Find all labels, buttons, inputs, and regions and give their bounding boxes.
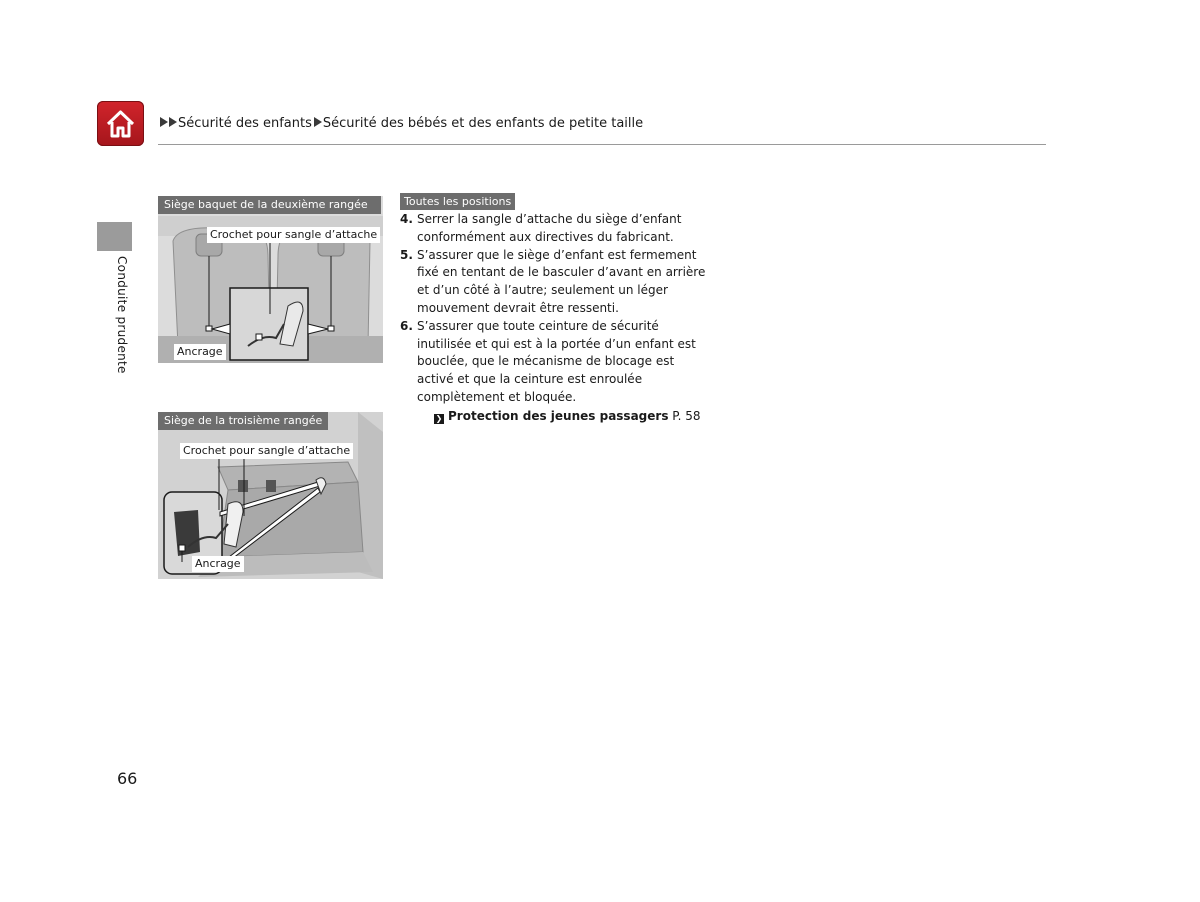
breadcrumb bbox=[160, 116, 643, 131]
figure-title: Siège de la troisième rangée bbox=[158, 412, 328, 430]
step-number: 4. bbox=[400, 212, 413, 226]
header-rule bbox=[158, 144, 1046, 145]
figure-second-row bbox=[158, 196, 383, 363]
third-row-seat-illustration bbox=[158, 412, 383, 579]
anchor-callout: Ancrage bbox=[192, 556, 244, 572]
step-text: S’assurer que toute ceinture de sécurité inutilisée et qui est à la portée d’un enfant est bouclée, que le mécanisme de blocage est activé et que la ceinture est enroulée complètement et bloquée. bbox=[417, 318, 696, 404]
breadcrumb-arrow-icon bbox=[160, 117, 168, 127]
breadcrumb-arrow-icon bbox=[314, 117, 322, 127]
section-tag: Toutes les positions bbox=[400, 193, 515, 210]
step-number: 5. bbox=[400, 247, 413, 262]
home-icon bbox=[104, 107, 137, 140]
reference-title: Protection des jeunes passagers bbox=[448, 408, 669, 423]
step-text: S’assurer que le siège d’enfant est fermement fixé en tentant de le basculer d’avant en arrière et d’un côté à l’autre; seulement un léger mouvement devrait être ressenti. bbox=[417, 247, 706, 315]
step-item bbox=[400, 211, 710, 247]
step-item bbox=[400, 318, 710, 407]
step-text: Serrer la sangle d’attache du siège d’enfant conformément aux directives du fabricant. bbox=[417, 212, 682, 244]
page-number: 66 bbox=[117, 769, 138, 788]
figure-third-row bbox=[158, 412, 383, 579]
steps-list bbox=[400, 211, 710, 426]
step-item bbox=[400, 247, 710, 318]
breadcrumb-item[interactable]: Sécurité des enfants bbox=[178, 116, 312, 131]
reference-page: P. 58 bbox=[672, 408, 701, 423]
reference-arrow-icon: ❯ bbox=[435, 413, 443, 423]
hook-callout: Crochet pour sangle d’attache bbox=[207, 227, 380, 243]
step-number: 6. bbox=[400, 318, 413, 333]
figure-title: Siège baquet de la deuxième rangée bbox=[158, 196, 381, 214]
cross-reference-link[interactable] bbox=[417, 408, 710, 426]
hook-callout: Crochet pour sangle d’attache bbox=[180, 443, 353, 459]
second-row-seat-illustration bbox=[158, 196, 383, 363]
side-tab-label: Conduite prudente bbox=[115, 256, 129, 374]
side-tab[interactable] bbox=[97, 222, 132, 251]
anchor-callout: Ancrage bbox=[174, 344, 226, 360]
home-button[interactable] bbox=[97, 101, 144, 146]
breadcrumb-item[interactable]: Sécurité des bébés et des enfants de petite taille bbox=[322, 116, 644, 131]
breadcrumb-arrow-icon bbox=[169, 117, 177, 127]
